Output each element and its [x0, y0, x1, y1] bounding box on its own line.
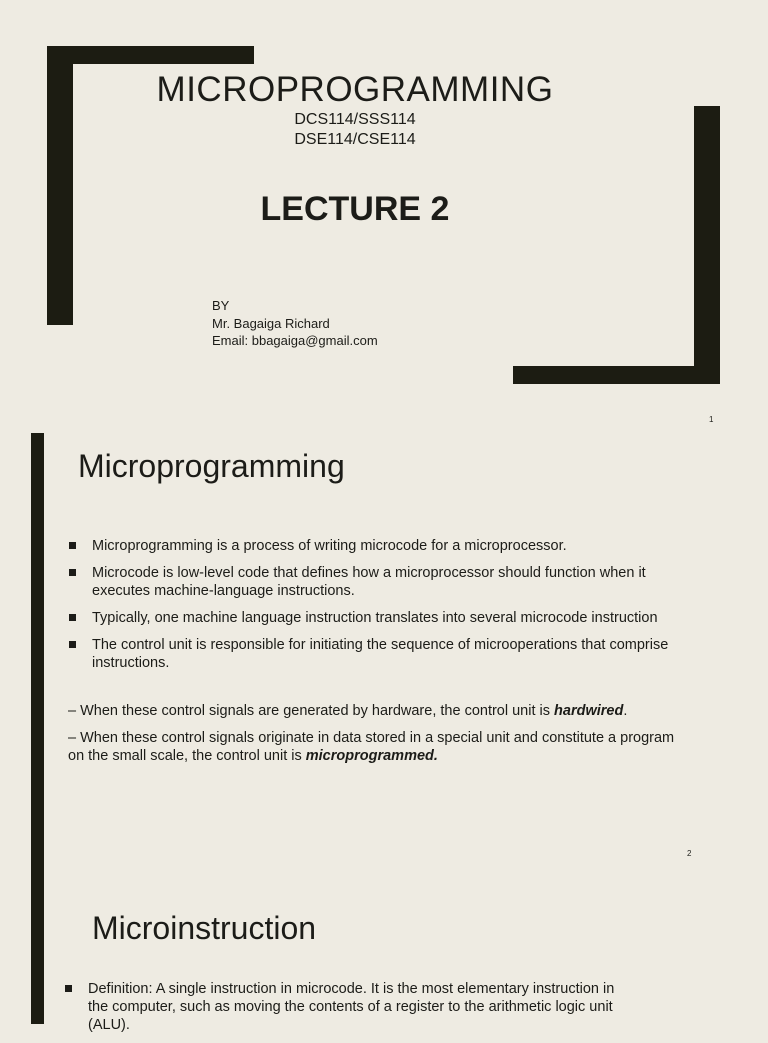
bullet-text: Typically, one machine language instruction translates into several microcode instruction	[92, 610, 658, 626]
bullet-text: Microprogramming is a process of writing microcode for a microprocessor.	[92, 538, 567, 554]
list-item	[64, 980, 624, 1034]
hardwired-note-text: – When these control signals are generated by hardware, the control unit is	[68, 703, 555, 719]
frame-bar-top-left-horizontal	[47, 46, 254, 64]
slide-1-page-number: 1	[709, 415, 714, 424]
bullet-text: The control unit is responsible for initiating the sequence of microoperations that comprise instructions.	[92, 637, 669, 671]
frame-bar-bottom-right-horizontal	[513, 366, 720, 384]
author-block	[212, 297, 378, 350]
course-code-line-1: DCS114/SSS114	[294, 111, 416, 128]
square-bullet-icon	[69, 641, 76, 648]
hardwired-term: hardwired	[554, 703, 624, 719]
bullet-text: Definition: A single instruction in microcode. It is the most elementary instruction in the computer, such as moving the contents of a register to the arithmetic logic unit (ALU).	[88, 981, 615, 1033]
lecture-number: LECTURE 2	[260, 190, 450, 228]
list-item	[68, 609, 688, 627]
list-item	[68, 636, 688, 672]
slide-3-bullet-list	[64, 980, 624, 1043]
square-bullet-icon	[69, 542, 76, 549]
author-email: Email: bbagaiga@gmail.com	[212, 333, 378, 348]
course-code-line-2: DSE114/CSE114	[294, 131, 416, 148]
slide-1-title: MICROPROGRAMMING	[156, 70, 554, 109]
microprogrammed-term: microprogrammed.	[305, 748, 438, 764]
slide-2-left-accent-bar	[31, 433, 44, 1024]
square-bullet-icon	[69, 614, 76, 621]
square-bullet-icon	[65, 985, 72, 992]
list-item	[68, 537, 688, 555]
bullet-text: Microcode is low-level code that defines how a microprocessor should function when it executes machine-language instructions.	[92, 565, 646, 599]
by-label: BY	[212, 298, 230, 313]
square-bullet-icon	[69, 569, 76, 576]
microprogrammed-note	[68, 729, 688, 765]
author-name: Mr. Bagaiga Richard	[212, 315, 330, 331]
slide-2-bullet-list	[68, 537, 688, 681]
list-item	[68, 564, 688, 600]
hardwired-note-end: .	[623, 703, 628, 719]
slide-2-title: Microprogramming	[78, 448, 345, 484]
microprogrammed-note-text: – When these control signals originate in data stored in a special unit and constitute a program on the small scale, the control unit is	[68, 730, 675, 764]
hardwired-note	[68, 702, 688, 720]
slide-3-title: Microinstruction	[92, 910, 317, 946]
slide-2-page-number: 2	[687, 849, 692, 858]
